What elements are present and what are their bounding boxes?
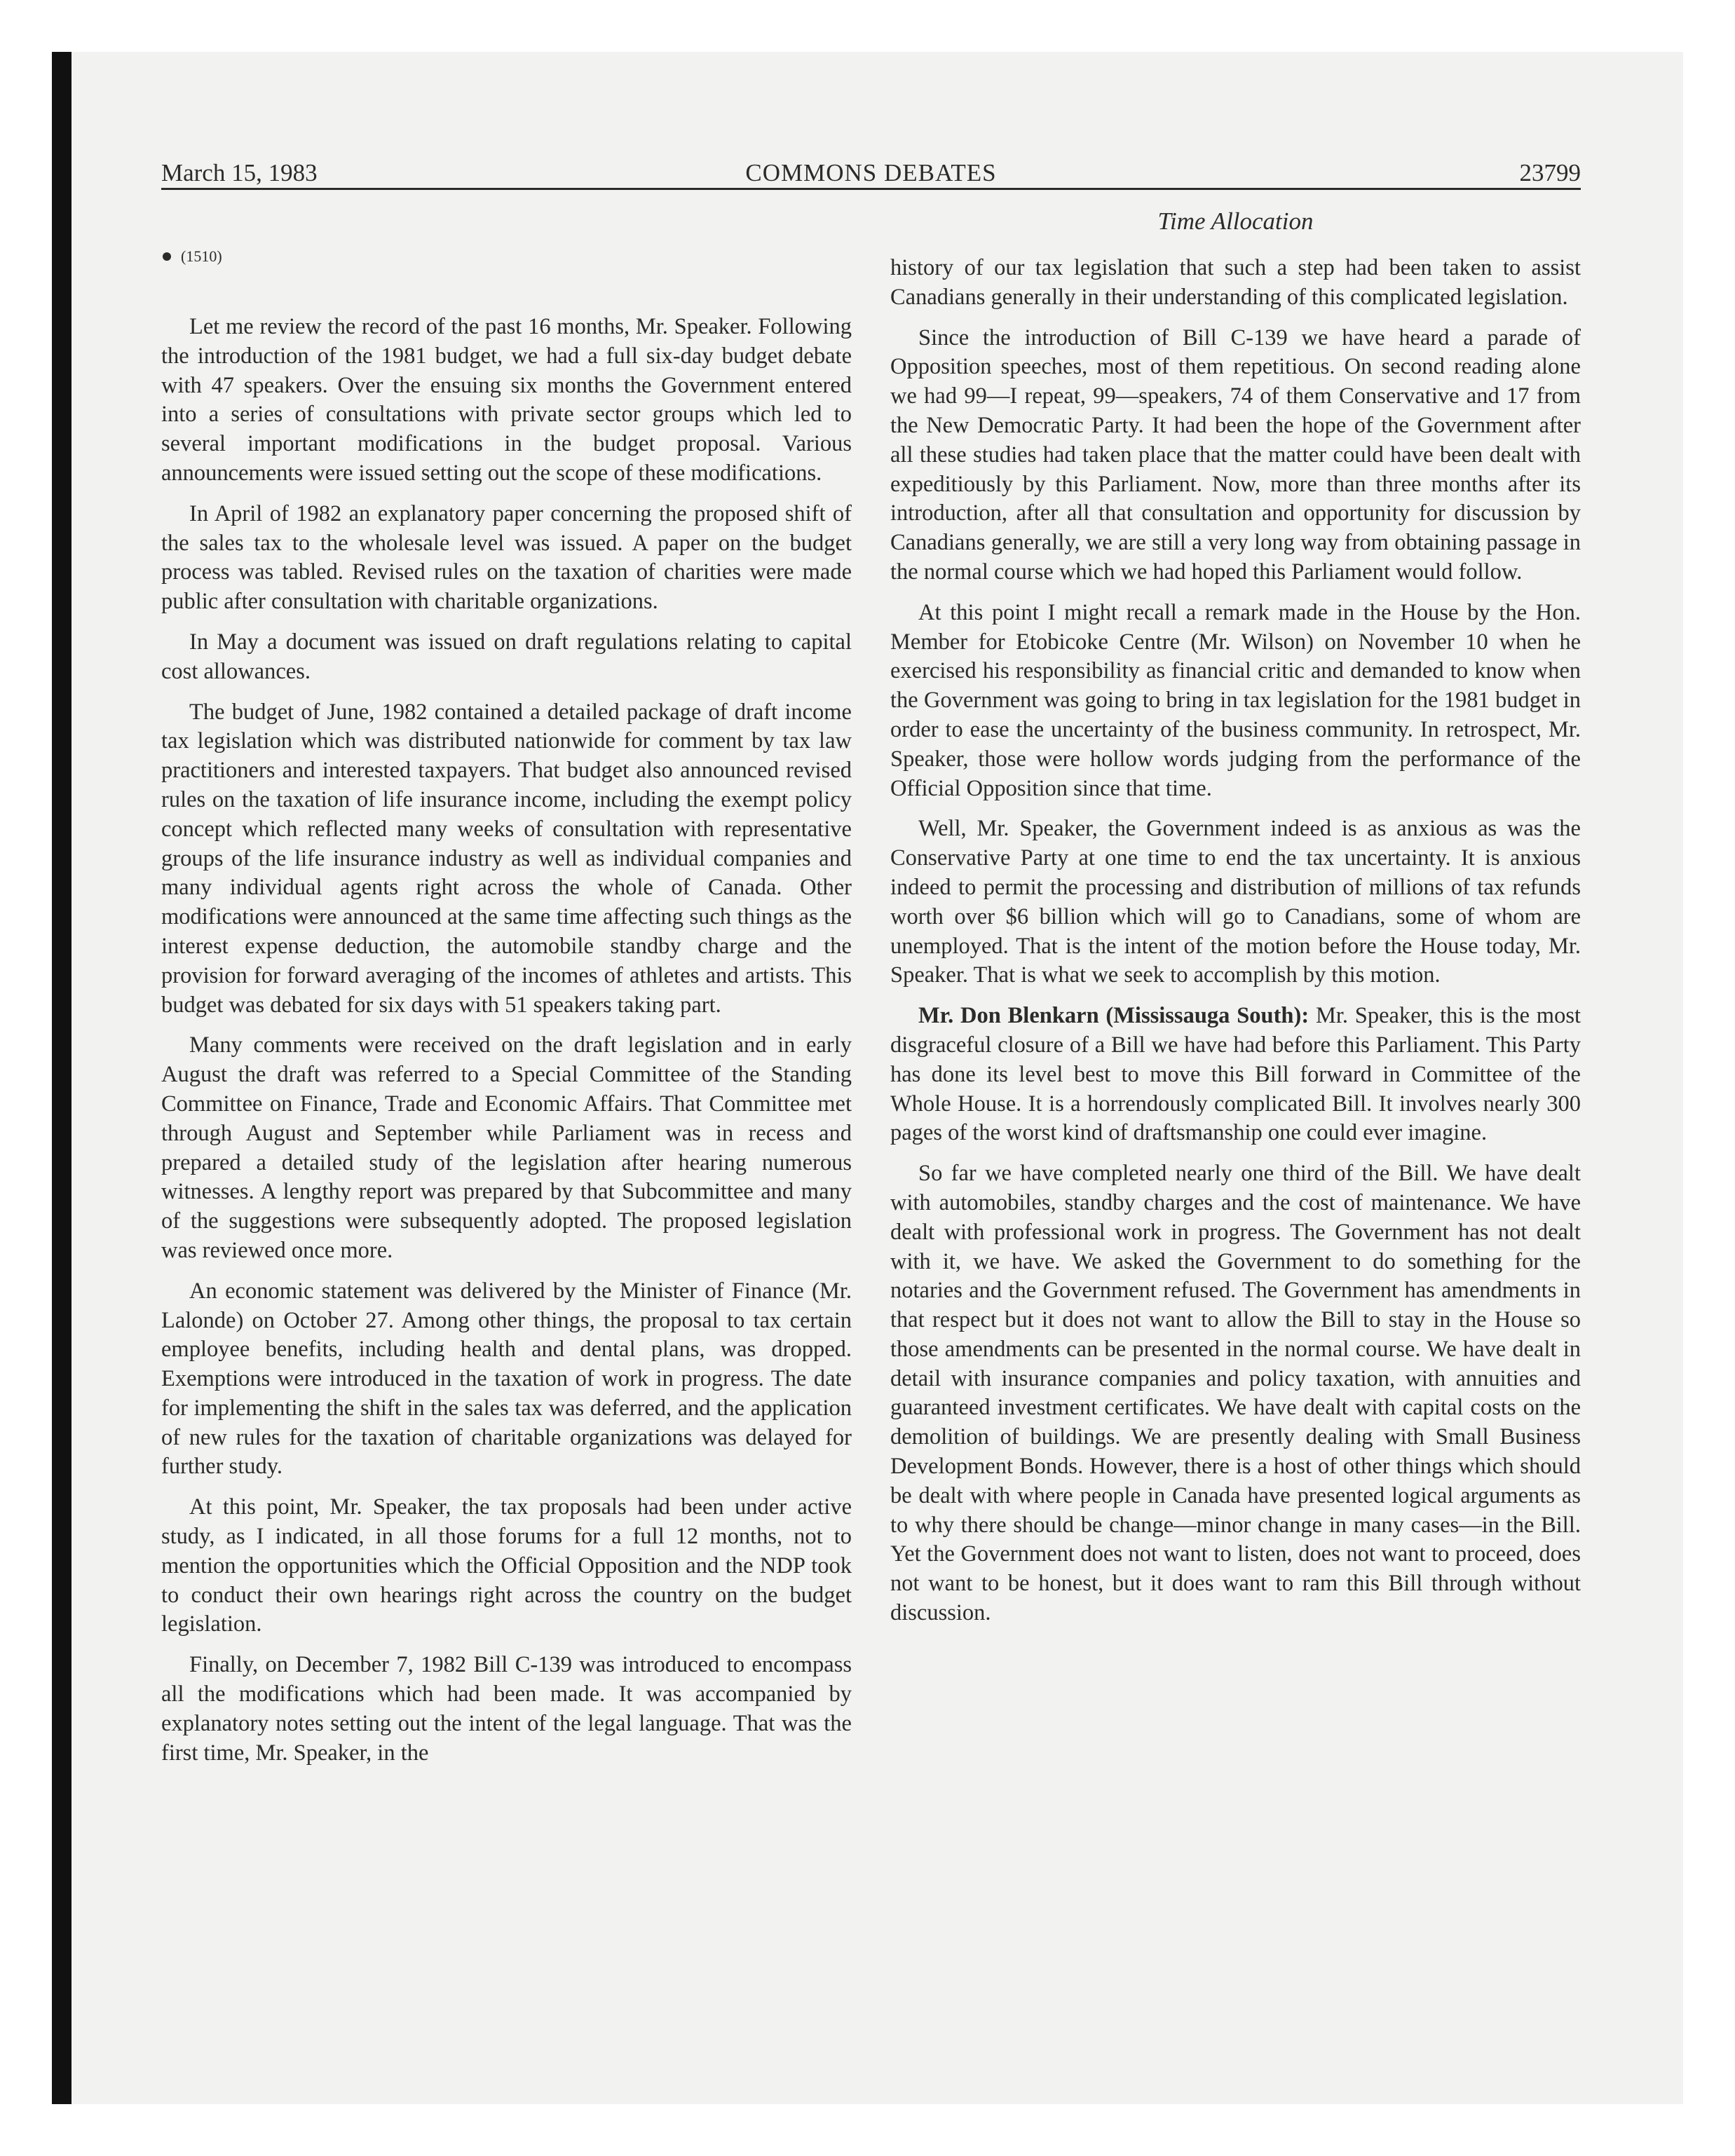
paragraph: Since the introduction of Bill C-139 we have heard a parade of Opposition speeches, most of them repetitious. On second reading alone we had 99—I repeat, 99—speakers, 74 of them Conservative and 17 from the New Democratic Party. It had been the hope of the Government after all these studies had taken place that the matter could have been dealt with expeditiously by this Parliament. Now, more than three months after its introduction, after all that consultation and opportunity for discussion by Canadians generally, we are still a very long way from obtaining passage in the normal course which we had hoped this Parliament would follow. [890, 325, 1581, 585]
paragraph: Well, Mr. Speaker, the Government indeed is as anxious as was the Conservative Party at one time to end the tax uncertainty. It is anxious indeed to permit the processing and distribution of millions of tax refunds worth over $6 billion which will go to Canadians, some of whom are unemployed. That is the intent of the motion before the House today, Mr. Speaker. That is what we seek to accomplish by this motion. [890, 816, 1581, 988]
header-date: March 15, 1983 [161, 159, 318, 186]
speaker-text: Mr. Speaker, this is the most disgraceful closure of a Bill we have had before this Parliament. This Party has done its level best to move this Bill forward in Committee of the Whole House. It is a horrendously complicated Bill. It involves nearly 300 pages of the worst kind of draftsmanship one could ever imagine. [890, 1003, 1581, 1146]
left-column [161, 243, 852, 1779]
binding-edge [52, 52, 72, 2104]
continued-paragraph: history of our tax legislation that such a step had been taken to assist Canadians generally in their understanding of this complicated legislation. [890, 255, 1581, 310]
speaker-name: Mr. Don Blenkarn (Mississauga South): [918, 1003, 1309, 1029]
paragraph: At this point I might recall a remark made in the House by the Hon. Member for Etobicoke Centre (Mr. Wilson) on November 10 when he exercised his responsibility as financial critic and demanded to know when the Government was going to bring in tax legislation for the 1981 budget in order to ease the uncertainty of the business community. In retrospect, Mr. Speaker, those were hollow words judging from the performance of the Official Opposition since that time. [890, 599, 1581, 801]
paragraph: Many comments were received on the draft legislation and in early August the draft was referred to a Special Committee of the Standing Committee on Finance, Trade and Economic Affairs. That Committee met through August and September while Parliament was in recess and prepared a detailed study of the legislation after hearing numerous witnesses. A lengthy report was prepared by that Subcommittee and many of the suggestions were subsequently adopted. The proposed legislation was reviewed once more. [161, 1032, 852, 1263]
section-title: Time Allocation [1157, 207, 1314, 235]
paragraph: The budget of June, 1982 contained a detailed package of draft income tax legislation which was distributed nationwide for comment by tax law practitioners and interested taxpayers. That budget also announced revised rules on the taxation of life insurance income, including the exempt policy concept which reflected many weeks of consultation with representative groups of the life insurance industry as well as individual companies and many individual agents right across the whole of Canada. Other modifications were announced at the same time affecting such things as the interest expense deduction, the automobile standby charge and the provision for forward averaging of the incomes of athletes and artists. This budget was debated for six days with 51 speakers taking part. [161, 699, 852, 1018]
time-marker-label: (1510) [181, 247, 222, 265]
paragraph: Finally, on December 7, 1982 Bill C-139 was introduced to encompass all the modifications which had been made. It was accompanied by explanatory notes setting out the intent of the legal language. That was the first time, Mr. Speaker, in the [161, 1652, 852, 1766]
paragraph: So far we have completed nearly one third of the Bill. We have dealt with automobiles, standby charges and the cost of maintenance. We have dealt with professional work in progress. The Government has not dealt with it, we have. We asked the Government to do something for the notaries and the Government refused. The Government has amendments in that respect but it does not want to allow the Bill to stay in the House so those amendments can be presented in the normal course. We have dealt in detail with insurance companies and policy taxation, with annuities and guaranteed investment certificates. We have dealt with capital costs on the demolition of buildings. We are presently dealing with Small Business Development Bonds. However, there is a host of other things which should be dealt with where people in Canada have presented logical arguments as to why there should be change—minor change in many cases—in the Bill. Yet the Government does not want to listen, does not want to proceed, does not want to be honest, but it does want to ram this Bill through without discussion. [890, 1161, 1581, 1626]
header-rule [161, 188, 1581, 190]
paragraph: An economic statement was delivered by the Minister of Finance (Mr. Lalonde) on October 27. Among other things, the proposal to tax certain employee benefits, including health and dental plans, was dropped. Exemptions were introduced in the taxation of work in progress. The date for implementing the shift in the sales tax was deferred, and the application of new rules for the taxation of charitable organizations was delayed for further study. [161, 1278, 852, 1480]
paragraph: In May a document was issued on draft regulations relating to capital cost allowances. [161, 629, 852, 684]
time-marker [161, 243, 852, 271]
page-number: 23799 [1519, 159, 1581, 186]
paragraph: In April of 1982 an explanatory paper concerning the proposed shift of the sales tax to the wholesale level was issued. A paper on the budget process was tabled. Revised rules on the taxation of charities were made public after consultation with charitable organizations. [161, 500, 852, 615]
paragraph: Let me review the record of the past 16 months, Mr. Speaker. Following the introduction of the 1981 budget, we had a full six-day budget debate with 47 speakers. Over the ensuing six months the Government entered into a series of consultations with private sector groups which led to several important modifications in the budget proposal. Various announcements were issued setting out the scope of these modifications. [161, 314, 852, 486]
speaker-paragraph [890, 1002, 1581, 1148]
paragraph: At this point, Mr. Speaker, the tax proposals had been under active study, as I indicated, in all those forums for a full 12 months, not to mention the opportunities which the Official Opposition and the NDP took to conduct their own hearings right across the country on the budget legislation. [161, 1494, 852, 1637]
header-title: COMMONS DEBATES [745, 159, 997, 186]
right-column [890, 254, 1581, 1639]
bullet-icon [163, 252, 171, 261]
page-header [161, 156, 1581, 191]
